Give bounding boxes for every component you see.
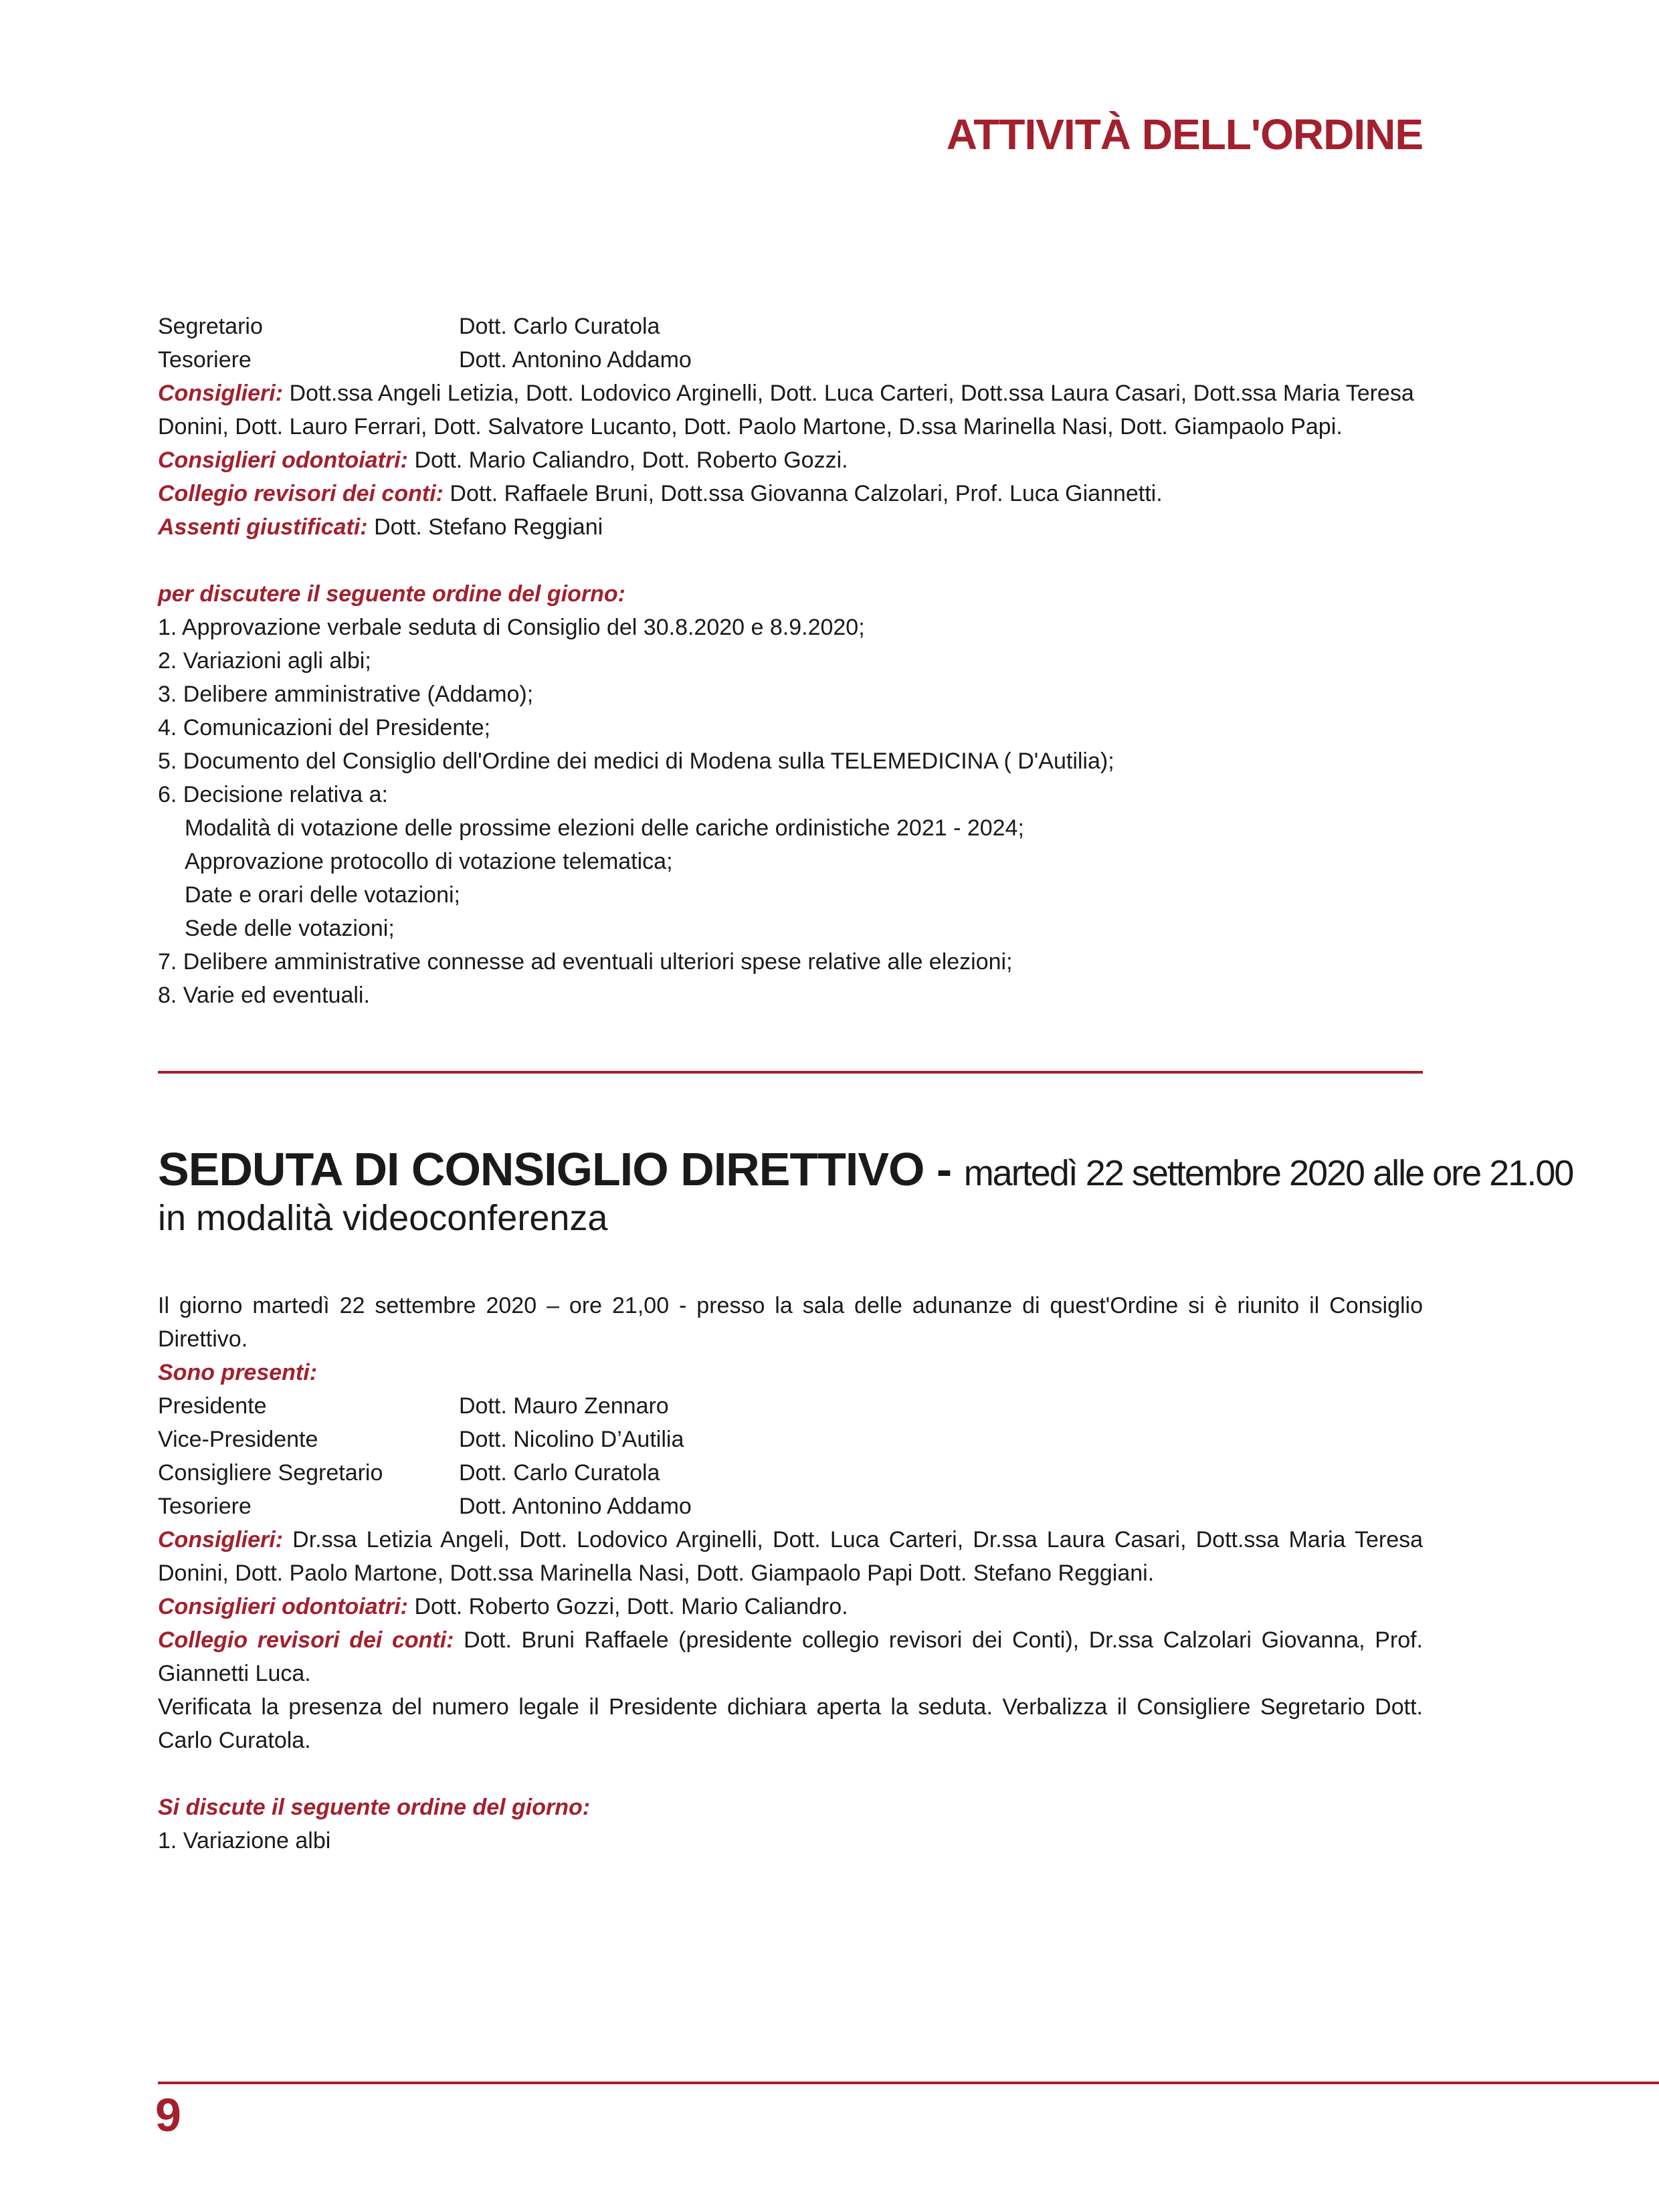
agenda-label: Si discute il seguente ordine del giorno: [158, 1795, 591, 1820]
role-name: Dott. Carlo Curatola [459, 314, 660, 339]
agenda-item: 7. Delibere amministrative connesse ad eventuali ulteriori spese relative alle elezioni; [158, 949, 1013, 975]
role-title: Tesoriere [158, 1494, 252, 1519]
odontoiatri-paragraph [158, 443, 1423, 477]
revisori-text: Dott. Bruni Raffaele (presidente collegio revisori dei Conti), Dr.ssa Calzolari Giovanna, Prof. Giannetti Luca. [158, 1627, 1423, 1686]
agenda-item: 1. Variazione albi [158, 1828, 331, 1853]
revisori-text: Dott. Raffaele Bruni, Dott.ssa Giovanna Calzolari, Prof. Luca Giannetti. [450, 481, 1163, 506]
role-title: Consigliere Segretario [158, 1460, 383, 1486]
agenda-item: 3. Delibere amministrative (Addamo); [158, 682, 534, 707]
consiglieri-text: Dr.ssa Letizia Angeli, Dott. Lodovico Arginelli, Dott. Luca Carteri, Dr.ssa Laura Casari, Dott.ssa Maria Teresa Donini, Dott. Paolo Martone, Dott.ssa Marinella Nasi, Dott. Giampaolo Papi Dott. Stefano Reggiani. [158, 1527, 1424, 1586]
role-name: Dott. Carlo Curatola [459, 1460, 660, 1486]
agenda-label: per discutere il seguente ordine del giorno: [158, 581, 626, 607]
page-number: 9 [155, 2089, 181, 2141]
revisori-paragraph [158, 1623, 1423, 1690]
role-row [158, 1389, 1423, 1423]
page-header-title: ATTIVITÀ DELL'ORDINE [946, 110, 1423, 159]
role-title: Tesoriere [158, 347, 252, 373]
agenda-sub-item: Approvazione protocollo di votazione telematica; [185, 849, 673, 874]
consiglieri-label: Consiglieri: [158, 1527, 284, 1552]
consiglieri-text: Dott.ssa Angeli Letizia, Dott. Lodovico Arginelli, Dott. Luca Carteri, Dott.ssa Laura Casari, Dott.ssa Maria Teresa Donini, Dott. Lauro Ferrari, Dott. Salvatore Lucanto, Dott. Paolo Martone, D.ssa Marinella Nasi, Dott. Giampaolo Papi. [158, 381, 1414, 439]
assenti-label: Assenti giustificati: [158, 514, 368, 540]
session-title-date: martedì 22 settembre 2020 alle ore 21.00 [963, 1153, 1573, 1193]
session-title-main: SEDUTA DI CONSIGLIO DIRETTIVO - [158, 1143, 964, 1195]
agenda-sub-item: Date e orari delle votazioni; [185, 882, 461, 908]
revisori-label: Collegio revisori dei conti: [158, 481, 444, 506]
odontoiatri-paragraph [158, 1590, 1423, 1623]
agenda-item: 1. Approvazione verbale seduta di Consiglio del 30.8.2020 e 8.9.2020; [158, 615, 865, 640]
revisori-paragraph [158, 477, 1423, 510]
role-row [158, 1423, 1423, 1456]
role-row [158, 1490, 1423, 1523]
session-section [158, 1289, 1423, 1857]
agenda-item: 6. Decisione relativa a: [158, 782, 388, 807]
section-divider [158, 1071, 1423, 1074]
agenda-item: 4. Comunicazioni del Presidente; [158, 715, 491, 740]
footer-rule [158, 2082, 1659, 2084]
assenti-text: Dott. Stefano Reggiani [374, 514, 603, 540]
role-title: Segretario [158, 314, 263, 339]
odontoiatri-text: Dott. Mario Caliandro, Dott. Roberto Gozzi. [414, 447, 848, 473]
role-title: Presidente [158, 1393, 267, 1419]
consiglieri-paragraph [158, 377, 1423, 443]
role-name: Dott. Mauro Zennaro [459, 1393, 669, 1419]
previous-session-section [158, 310, 1423, 1012]
presenti-label: Sono presenti: [158, 1360, 318, 1385]
session-intro: Il giorno martedì 22 settembre 2020 – ore 21,00 - presso la sala delle adunanze di quest'Ordine si è riunito il Consiglio Direttivo. [158, 1293, 1423, 1352]
session-subtitle: in modalità videoconferenza [158, 1198, 608, 1238]
revisori-label: Collegio revisori dei conti: [158, 1627, 454, 1653]
odontoiatri-text: Dott. Roberto Gozzi, Dott. Mario Caliandro. [414, 1594, 848, 1619]
assenti-paragraph [158, 510, 1423, 544]
role-row [158, 343, 1423, 377]
role-row [158, 310, 1423, 343]
consiglieri-label: Consiglieri: [158, 381, 284, 406]
agenda-sub-item: Modalità di votazione delle prossime elezioni delle cariche ordinistiche 2021 - 2024; [185, 815, 1024, 841]
agenda-item: 8. Varie ed eventuali. [158, 983, 370, 1008]
agenda-item: 2. Variazioni agli albi; [158, 648, 371, 674]
consiglieri-paragraph [158, 1523, 1423, 1590]
role-name: Dott. Antonino Addamo [459, 1494, 692, 1519]
odontoiatri-label: Consiglieri odontoiatri: [158, 1594, 408, 1619]
verifica-paragraph: Verificata la presenza del numero legale il Presidente dichiara aperta la seduta. Verbalizza il Consigliere Segretario Dott. Carlo Curatola. [158, 1694, 1423, 1753]
agenda-item: 5. Documento del Consiglio dell'Ordine dei medici di Modena sulla TELEMEDICINA ( D'Autilia); [158, 748, 1114, 774]
role-name: Dott. Antonino Addamo [459, 347, 692, 373]
role-row [158, 1456, 1423, 1490]
agenda-sub-item: Sede delle votazioni; [185, 916, 395, 941]
odontoiatri-label: Consiglieri odontoiatri: [158, 447, 408, 473]
role-name: Dott. Nicolino D’Autilia [459, 1427, 684, 1452]
role-title: Vice-Presidente [158, 1427, 318, 1452]
